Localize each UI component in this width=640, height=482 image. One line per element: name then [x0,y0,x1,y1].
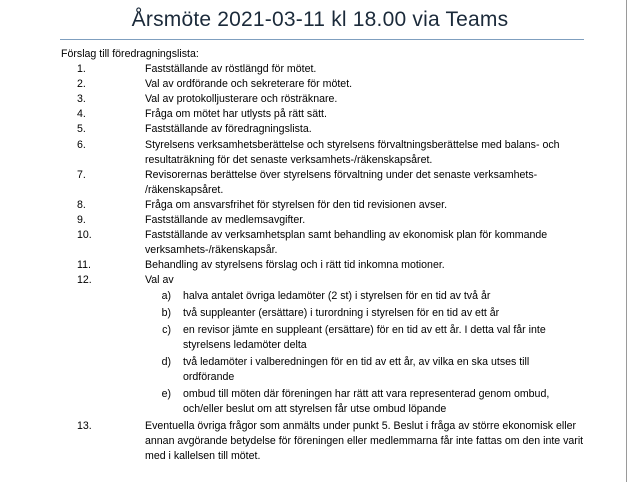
sub-item-letter: e) [161,388,171,401]
item-text: Fråga om mötet har utlysts på rätt sätt. [145,108,327,121]
item-number: 4. [77,108,86,121]
agenda-item-9 [61,213,591,228]
sub-item-a [61,289,591,304]
item-number: 13. [77,420,92,433]
agenda-document [61,47,591,465]
agenda-item-7 [61,168,591,198]
sub-item-text: ombud till möten där föreningen har rätt att vara representerad genom ombud, och/eller beslut om att styrelsen får utse ombud löpande [183,388,550,416]
agenda-intro: Förslag till föredragningslista: [61,48,199,60]
agenda-item-2 [61,77,591,92]
page-edge-line [626,0,627,482]
title-underline [60,39,584,40]
item-text: Eventuella övriga frågor som anmälts under punkt 5. Beslut i fråga av större ekonomisk eller annan avgörande betydelse för föreningen eller medlemmarna får inte fattas om den inte varit med i kallelsen till mötet. [145,420,584,463]
item-text: Val av [145,274,174,287]
sub-item-text: två ledamöter i valberedningen för en tid av ett år, av vilka en ska utses till ordförande [183,355,530,383]
item-number: 2. [77,78,86,91]
sub-item-d [61,355,591,385]
item-number: 6. [77,138,86,151]
item-number: 5. [77,123,86,136]
item-number: 10. [77,229,92,242]
sub-item-text: halva antalet övriga ledamöter (2 st) i styrelsen för en tid av två år [183,289,491,302]
item-number: 8. [77,198,86,211]
item-number: 9. [77,214,86,227]
item-text: Fastställande av medlemsavgifter. [145,214,306,227]
item-number: 3. [77,93,86,106]
item-text: Fråga om ansvarsfrihet för styrelsen för den tid revisionen avser. [145,198,448,211]
sub-item-letter: c) [162,323,171,336]
page-title: Årsmöte 2021-03-11 kl 18.00 via Teams [131,8,509,31]
item-text: Fastställande av röstlängd för mötet. [145,63,317,76]
item-text: Revisorernas berättelse över styrelsens förvaltning under det senaste verksamhets- /räkenskapsåret. [145,168,538,196]
agenda-item-8 [61,198,591,213]
agenda-item-12 [61,273,591,288]
item-text: Fastställande av verksamhetsplan samt behandling av ekonomisk plan för kommande verksamhets-/räkenskapsår. [145,229,548,257]
agenda-item-1 [61,62,591,77]
item-text: Val av protokolljusterare och rösträknare. [145,93,338,106]
item-text: Behandling av styrelsens förslag och i rätt tid inkomna motioner. [145,259,445,272]
sub-item-text: en revisor jämte en suppleant (ersättare) för en tid av ett år. I detta val får inte styrelsens ledamöter delta [183,323,546,351]
item-number: 11. [77,259,91,272]
sub-item-text: två suppleanter (ersättare) i turordning i styrelsen för en tid av ett år [183,306,500,319]
sub-item-b [61,306,591,321]
sub-item-letter: a) [161,289,171,302]
item-number: 1. [77,63,86,76]
agenda-item-11 [61,258,591,273]
item-text: Styrelsens verksamhetsberättelse och styrelsens förvaltningsberättelse med balans- och resultaträkning för det senaste verksamhets-/räkenskapsåret. [145,138,560,166]
item-text: Fastställande av föredragningslista. [145,123,312,136]
sub-item-c [61,323,591,353]
sub-item-letter: b) [161,306,171,319]
agenda-item-13 [61,419,591,464]
item-number: 12. [77,274,92,287]
sub-item-letter: d) [161,355,171,368]
agenda-item-5 [61,122,591,137]
item-number: 7. [77,168,86,181]
agenda-item-4 [61,107,591,122]
item-text: Val av ordförande och sekreterare för mötet. [145,78,353,91]
sub-item-e [61,387,591,417]
agenda-item-6 [61,138,591,168]
agenda-item-3 [61,92,591,107]
agenda-item-10 [61,228,591,258]
